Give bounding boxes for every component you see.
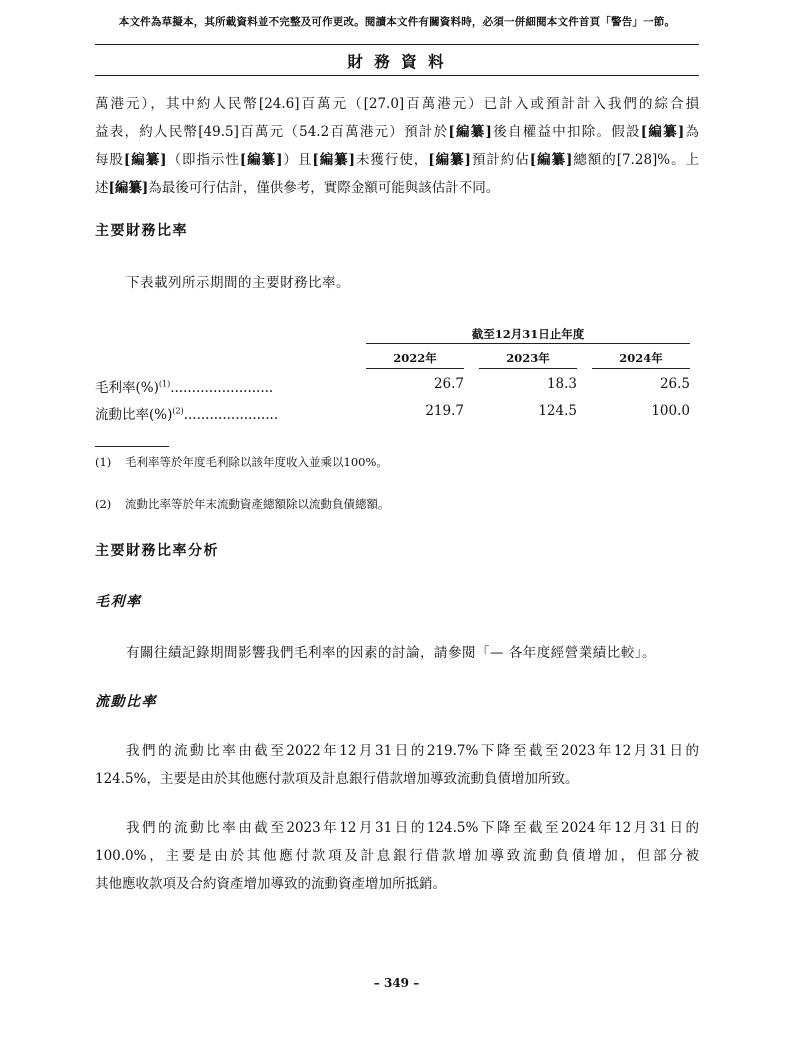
paragraph-line: 100.0%，主要是由於其他應付款項及計息銀行借款增加導致流動負債增加，但部分被 [95, 848, 699, 864]
footnote [95, 496, 390, 512]
table-cell: 18.3 [546, 376, 577, 392]
year-header-2024: 2024年 [619, 351, 663, 365]
year-header-2022: 2022年 [393, 351, 437, 365]
current-ratio-subheading: 流動比率 [95, 694, 157, 710]
section-title: 財 務 資 料 [347, 52, 447, 71]
title-rule [95, 75, 699, 76]
intro-line: 益表，約人民幣[49.5]百萬元（54.2百萬港元）預計於[編纂]後自權益中扣除。假設[編纂]為 [95, 124, 700, 140]
table-row-label [95, 403, 278, 423]
paragraph-line: 我們的流動比率由截至2023年12月31日的124.5%下降至截至2024年12月31日的 [126, 820, 699, 836]
paragraph-line: 我們的流動比率由截至2022年12月31日的219.7%下降至截至2023年12月31日的 [126, 743, 699, 759]
intro-line: 述[編纂]為最後可行估計，僅供參考，實際金額可能與該估計不同。 [95, 180, 500, 196]
leader-dots: ...................... [183, 407, 279, 423]
footnote-text: 毛利率等於年度毛利除以該年度收入並乘以100%。 [125, 455, 388, 469]
footnote-number: (1) [95, 455, 112, 469]
table-caption: 截至12月31日止年度 [471, 327, 585, 341]
table-row-label [95, 376, 273, 396]
year-header-2023: 2023年 [506, 351, 550, 365]
draft-warning: 本文件為草擬本，其所載資料並不完整及可作更改。閱讀本文件有關資料時，必須一併細閱本文件首頁「警告」一節。 [118, 16, 676, 28]
paragraph-line: 其他應收款項及合約資產增加導致的流動資產增加所抵銷。 [95, 876, 446, 892]
table-cell: 26.7 [433, 376, 464, 392]
page-number: – 349 – [373, 976, 420, 990]
ratios-intro: 下表載列所示期間的主要財務比率。 [126, 275, 350, 291]
footnote-ref: (1) [158, 379, 171, 389]
current-ratio-paragraph-2 [95, 814, 699, 898]
intro-line: 每股[編纂]（即指示性[編纂]）且[編纂]未獲行使，[編纂]預計約佔[編纂]總額的[7.28]%。上 [95, 152, 700, 168]
footnote-ref: (2) [172, 406, 184, 416]
year-rule-2024 [592, 368, 690, 369]
row-label-text: 流動比率(%) [95, 407, 173, 423]
year-rule-2023 [479, 368, 577, 369]
intro-paragraph [95, 90, 699, 202]
footnote [95, 454, 388, 470]
year-rule-2022 [366, 368, 464, 369]
table-cell: 124.5 [538, 403, 577, 419]
table-cell: 219.7 [425, 403, 464, 419]
gross-margin-text: 有關往績記錄期間影響我們毛利率的因素的討論，請參閱「— 各年度經營業績比較」。 [126, 645, 657, 661]
row-label-text: 毛利率(%) [95, 380, 159, 396]
header-rule [95, 44, 699, 45]
footnote-text: 流動比率等於年末流動資產總額除以流動負債總額。 [125, 497, 390, 511]
footnote-number: (2) [95, 497, 112, 511]
intro-line: 萬港元），其中約人民幣[24.6]百萬元（[27.0]百萬港元）已計入或預計計入我們的綜合損 [95, 96, 699, 112]
analysis-heading: 主要財務比率分析 [95, 543, 219, 559]
table-cell: 26.5 [659, 376, 690, 392]
table-cell: 100.0 [651, 403, 690, 419]
current-ratio-paragraph-1 [95, 737, 699, 793]
leader-dots: ........................ [170, 380, 274, 396]
paragraph-line: 124.5%，主要是由於其他應付款項及計息銀行借款增加導致流動負債增加所致。 [95, 771, 579, 787]
table-caption-rule [366, 343, 690, 344]
gross-margin-subheading: 毛利率 [95, 594, 142, 610]
ratios-heading: 主要財務比率 [95, 223, 188, 239]
footnote-rule [95, 446, 169, 447]
